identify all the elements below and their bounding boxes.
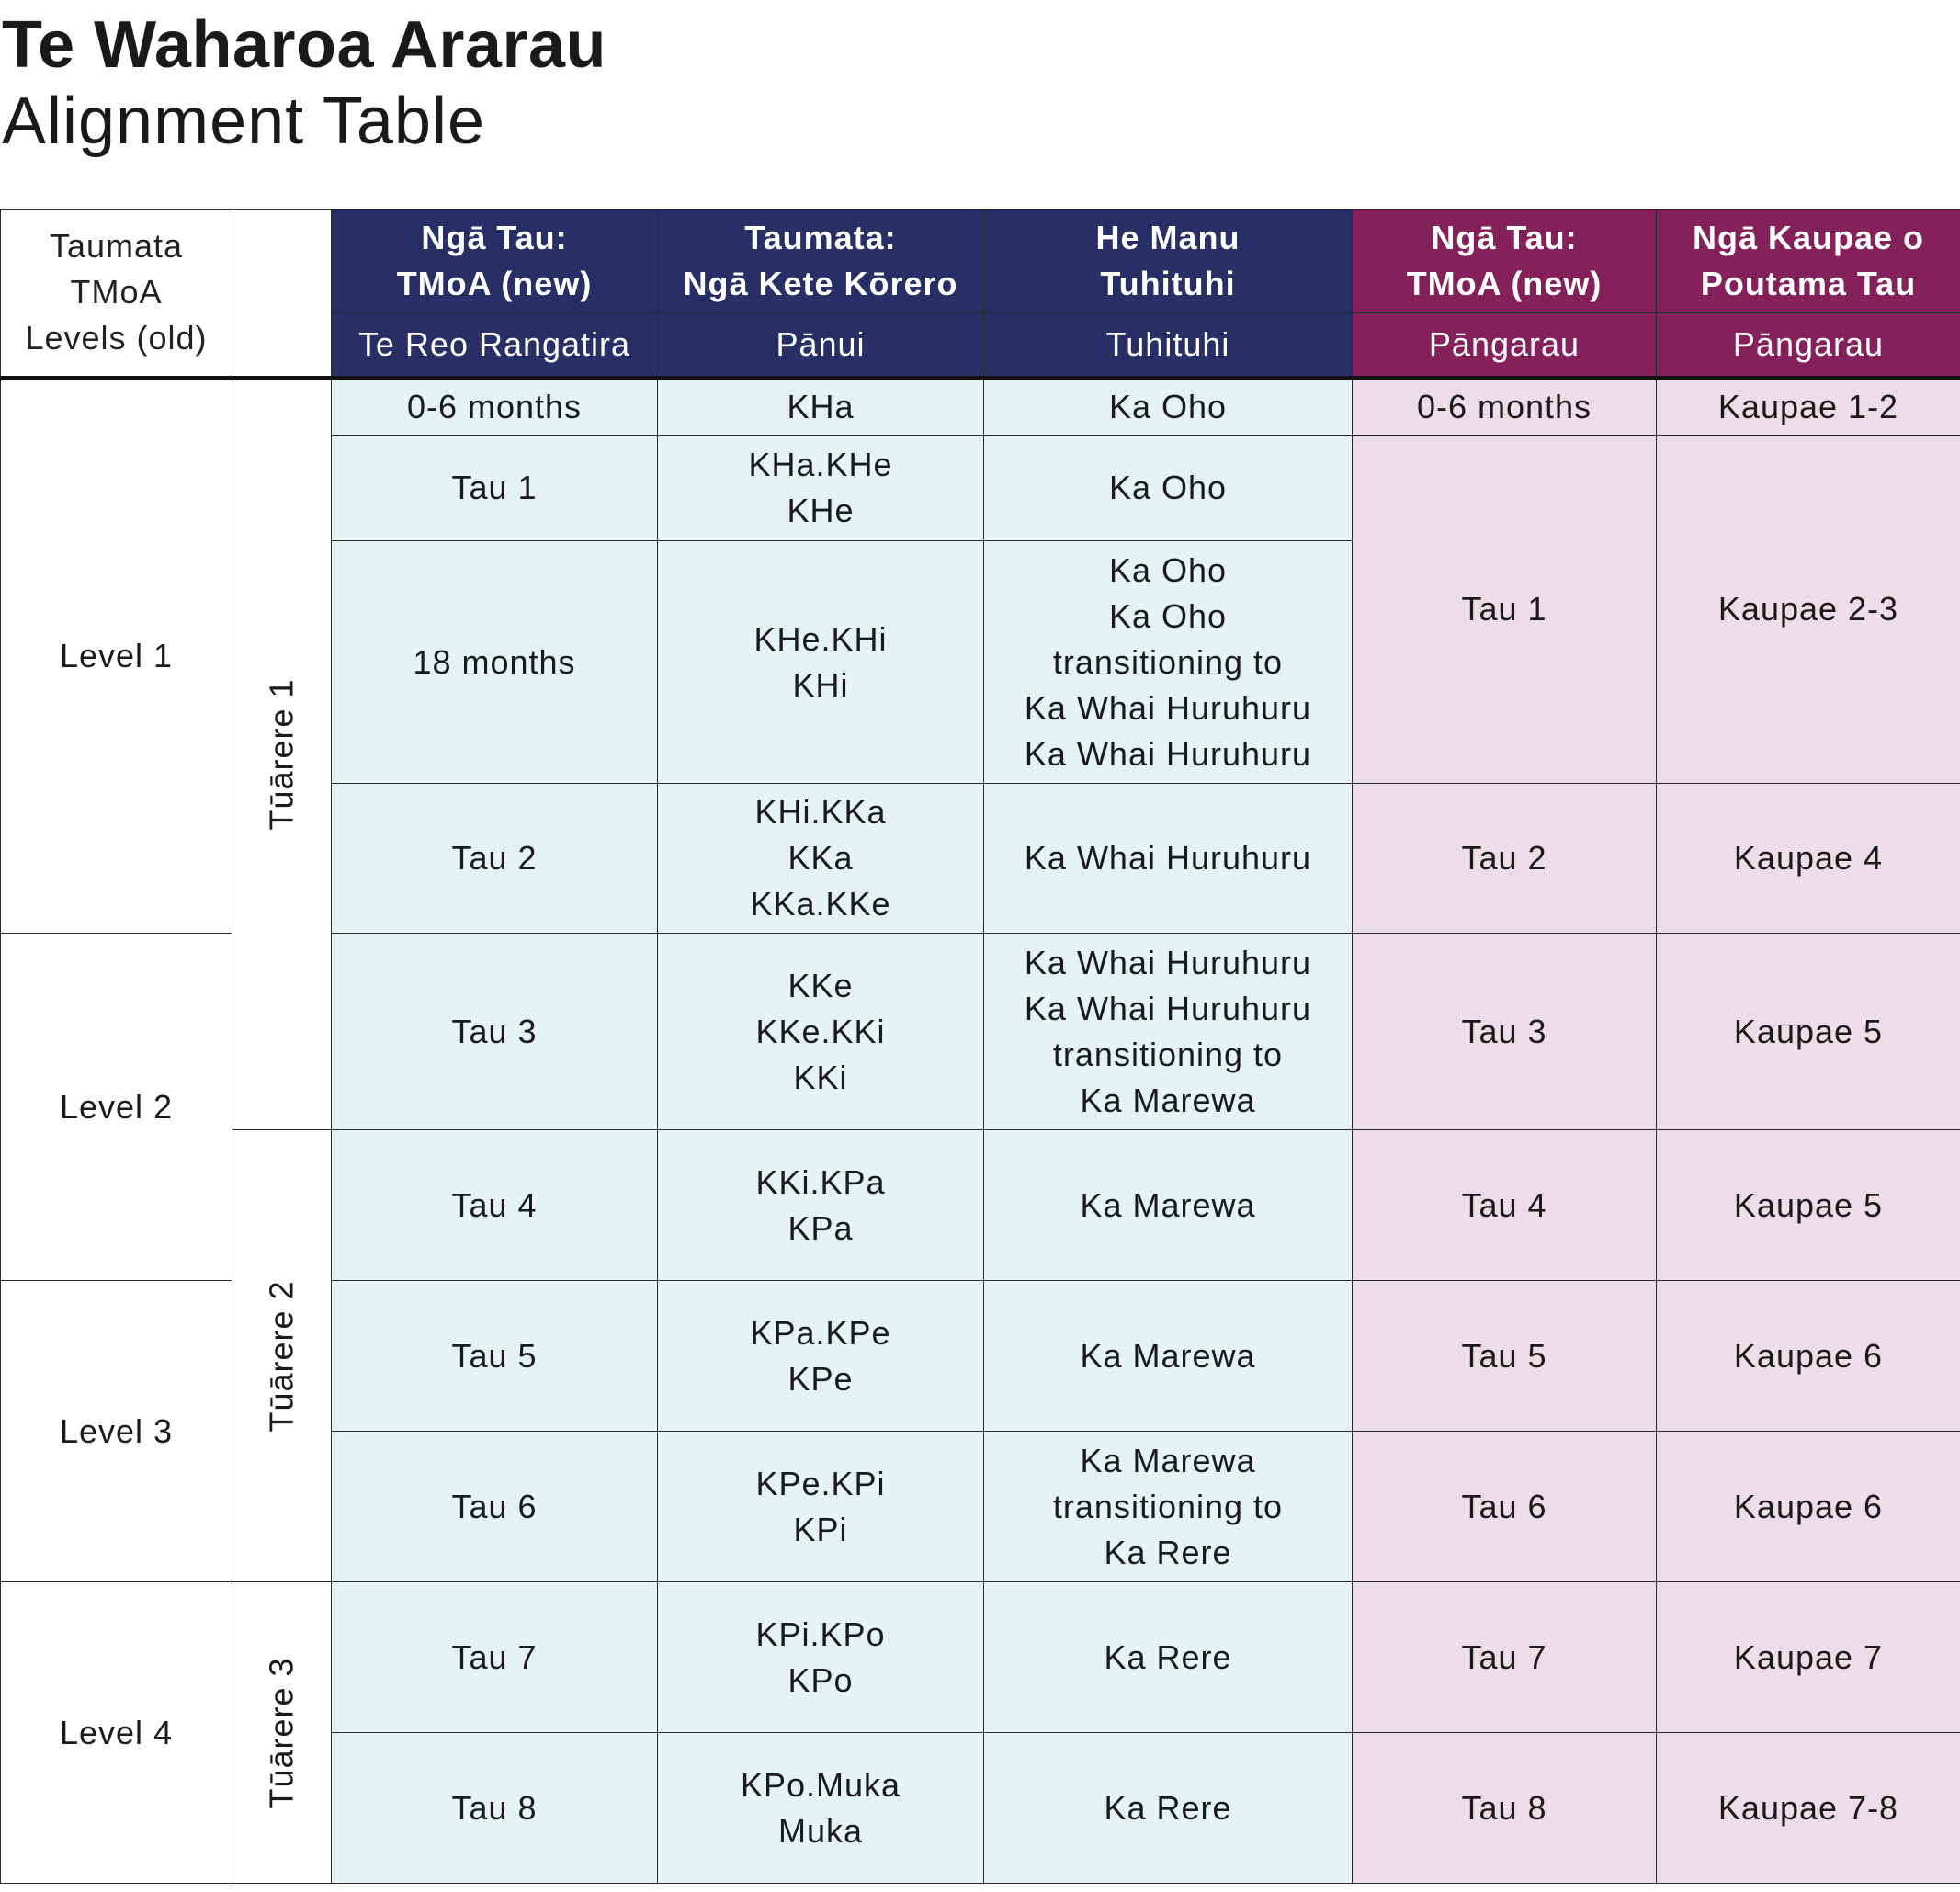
kaupae-cell: Kaupae 4 bbox=[1657, 784, 1960, 934]
kaupae-cell: Kaupae 7 bbox=[1657, 1582, 1960, 1733]
te-reo-tau-cell: Tau 4 bbox=[332, 1130, 658, 1281]
subheader-pangarau-kaupae: Pāngarau bbox=[1657, 313, 1960, 378]
panui-cell: KPi.KPo KPo bbox=[658, 1582, 984, 1733]
header-pangarau-tau: Ngā Tau: TMoA (new) bbox=[1353, 210, 1657, 313]
pangarau-tau-cell: Tau 2 bbox=[1353, 784, 1657, 934]
te-reo-tau-cell: Tau 8 bbox=[332, 1733, 658, 1884]
te-reo-tau-cell: Tau 1 bbox=[332, 436, 658, 541]
tuarere-cell bbox=[232, 378, 332, 1130]
page-title: Te Waharoa Ararau bbox=[2, 8, 607, 82]
page-subtitle: Alignment Table bbox=[2, 85, 485, 158]
subheader-te-reo-rangatira: Te Reo Rangatira bbox=[332, 313, 658, 378]
tuhituhi-cell: Ka Rere bbox=[984, 1582, 1353, 1733]
level-cell: Level 1 bbox=[1, 378, 232, 934]
header-taumata-levels: Taumata TMoA Levels (old) bbox=[1, 210, 232, 378]
header-panui-taumata: Taumata: Ngā Kete Kōrero bbox=[658, 210, 984, 313]
level-cell: Level 4 bbox=[1, 1582, 232, 1884]
te-reo-tau-cell: 0-6 months bbox=[332, 378, 658, 436]
kaupae-cell: Kaupae 5 bbox=[1657, 934, 1960, 1130]
tuarere-cell bbox=[232, 1130, 332, 1582]
subheader-panui: Pānui bbox=[658, 313, 984, 378]
header-tuarere-blank bbox=[232, 210, 332, 378]
table-row bbox=[1, 1582, 1960, 1733]
pangarau-tau-cell: 0-6 months bbox=[1353, 378, 1657, 436]
panui-cell: KHe.KHi KHi bbox=[658, 541, 984, 784]
tuhituhi-cell: Ka Marewa transitioning to Ka Rere bbox=[984, 1432, 1353, 1582]
kaupae-cell: Kaupae 5 bbox=[1657, 1130, 1960, 1281]
tuarere-label: Tūārere 2 bbox=[262, 1279, 300, 1433]
kaupae-cell: Kaupae 6 bbox=[1657, 1281, 1960, 1432]
tuhituhi-cell: Ka Marewa bbox=[984, 1281, 1353, 1432]
panui-cell: KKe KKe.KKi KKi bbox=[658, 934, 984, 1130]
header-te-reo-tau: Ngā Tau: TMoA (new) bbox=[332, 210, 658, 313]
pangarau-tau-cell: Tau 6 bbox=[1353, 1432, 1657, 1582]
tuarere-cell bbox=[232, 1582, 332, 1884]
pangarau-tau-cell: Tau 4 bbox=[1353, 1130, 1657, 1281]
panui-cell: KHi.KKa KKa KKa.KKe bbox=[658, 784, 984, 934]
title-block bbox=[2, 7, 606, 160]
pangarau-tau-cell: Tau 3 bbox=[1353, 934, 1657, 1130]
panui-cell: KPa.KPe KPe bbox=[658, 1281, 984, 1432]
alignment-table bbox=[0, 209, 1960, 1884]
tuarere-label: Tūārere 3 bbox=[262, 1656, 300, 1809]
header-kaupae: Ngā Kaupae o Poutama Tau bbox=[1657, 210, 1960, 313]
te-reo-tau-cell: Tau 5 bbox=[332, 1281, 658, 1432]
te-reo-tau-cell: 18 months bbox=[332, 541, 658, 784]
te-reo-tau-cell: Tau 3 bbox=[332, 934, 658, 1130]
kaupae-cell: Kaupae 1-2 bbox=[1657, 378, 1960, 436]
kaupae-cell: Kaupae 6 bbox=[1657, 1432, 1960, 1582]
tuhituhi-cell: Ka Rere bbox=[984, 1733, 1353, 1884]
subheader-pangarau: Pāngarau bbox=[1353, 313, 1657, 378]
panui-cell: KHa.KHe KHe bbox=[658, 436, 984, 541]
header-he-manu-tuhituhi: He Manu Tuhituhi bbox=[984, 210, 1353, 313]
pangarau-tau-cell: Tau 8 bbox=[1353, 1733, 1657, 1884]
panui-cell: KPe.KPi KPi bbox=[658, 1432, 984, 1582]
kaupae-cell: Kaupae 2-3 bbox=[1657, 436, 1960, 784]
te-reo-tau-cell: Tau 2 bbox=[332, 784, 658, 934]
te-reo-tau-cell: Tau 6 bbox=[332, 1432, 658, 1582]
tuhituhi-cell: Ka Marewa bbox=[984, 1130, 1353, 1281]
table-row bbox=[1, 1130, 1960, 1281]
tuhituhi-cell: Ka Oho bbox=[984, 378, 1353, 436]
tuhituhi-cell: Ka Oho bbox=[984, 436, 1353, 541]
level-cell: Level 3 bbox=[1, 1281, 232, 1582]
pangarau-tau-cell: Tau 7 bbox=[1353, 1582, 1657, 1733]
level-cell: Level 2 bbox=[1, 934, 232, 1281]
tuhituhi-cell: Ka Oho Ka Oho transitioning to Ka Whai Huruhuru Ka Whai Huruhuru bbox=[984, 541, 1353, 784]
panui-cell: KPo.Muka Muka bbox=[658, 1733, 984, 1884]
subheader-tuhituhi: Tuhituhi bbox=[984, 313, 1353, 378]
tuhituhi-cell: Ka Whai Huruhuru bbox=[984, 784, 1353, 934]
table-row bbox=[1, 378, 1960, 436]
tuarere-label: Tūārere 1 bbox=[262, 678, 300, 831]
tuhituhi-cell: Ka Whai Huruhuru Ka Whai Huruhuru transitioning to Ka Marewa bbox=[984, 934, 1353, 1130]
kaupae-cell: Kaupae 7-8 bbox=[1657, 1733, 1960, 1884]
pangarau-tau-cell: Tau 5 bbox=[1353, 1281, 1657, 1432]
panui-cell: KKi.KPa KPa bbox=[658, 1130, 984, 1281]
pangarau-tau-cell: Tau 1 bbox=[1353, 436, 1657, 784]
te-reo-tau-cell: Tau 7 bbox=[332, 1582, 658, 1733]
panui-cell: KHa bbox=[658, 378, 984, 436]
